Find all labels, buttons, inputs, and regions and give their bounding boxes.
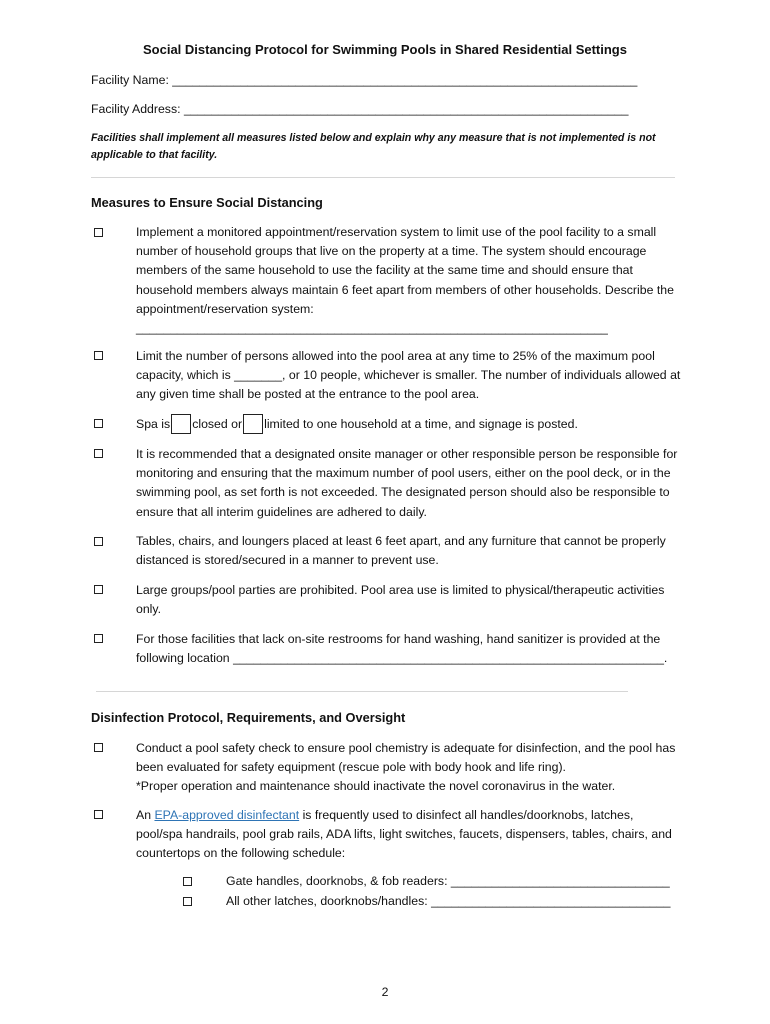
item-furniture-spacing: Tables, chairs, and loungers placed at least 6 feet apart, and any furniture that cannot be properly distanced is stored/secured in a manner to prevent use. [136, 534, 666, 568]
section-heading-disinfection: Disinfection Protocol, Requirements, and Oversight [91, 710, 406, 725]
checkbox-pool-safety-check[interactable] [94, 743, 103, 752]
item-designated-manager: It is recommended that a designated onsite manager or other responsible person be responsible for monitoring and ensuring that the maximum number of pool users, either on the pool deck, or in the swimming pool, as set forth is not exceeded. The designated person should also be responsible to ensure that all interim guidelines are adhered to daily. [136, 447, 678, 519]
subitem-other-latches: All other latches, doorknobs/handles: ___________________________________ [226, 894, 671, 908]
page-title: Social Distancing Protocol for Swimming Pools in Shared Residential Settings [143, 42, 627, 57]
checkbox-capacity-limit[interactable] [94, 351, 103, 360]
checkbox-furniture-spacing[interactable] [94, 537, 103, 546]
spa-closed-label: closed or [192, 417, 243, 431]
spa-label: Spa is [136, 417, 171, 431]
spa-closed-checkbox[interactable] [171, 414, 191, 434]
reservation-description-blank[interactable]: _____________________________________________________________________ [136, 321, 608, 336]
item-disinfection-schedule [136, 806, 681, 864]
item-reservation-system [136, 223, 681, 338]
checkbox-reservation-system[interactable] [94, 228, 103, 237]
disinfectant-suffix: is frequently used to disinfect all handles/doorknobs, latches, pool/spa handrails, pool grab rails, ADA lifts, light switches, faucets, dispensers, tables, chairs, and countertops on the following schedule: [136, 808, 672, 861]
item-capacity-limit: Limit the number of persons allowed into the pool area at any time to 25% of the maximum pool capacity, which is _______, or 10 people, whichever is smaller. The number of individuals allowed at any given time shall be posted at the entrance to the pool area. [136, 349, 681, 402]
disinfectant-prefix: An [136, 808, 155, 822]
spa-limited-checkbox[interactable] [243, 414, 263, 434]
page-number: 2 [381, 985, 389, 999]
checkbox-gate-handles[interactable] [183, 877, 192, 886]
item-spa [136, 414, 681, 434]
epa-disinfectant-link[interactable]: EPA-approved disinfectant [154, 808, 300, 822]
item-hand-sanitizer: For those facilities that lack on-site restrooms for hand washing, hand sanitizer is provided at the following location _______________________________________________________________. [136, 632, 668, 666]
pool-safety-text: Conduct a pool safety check to ensure pool chemistry is adequate for disinfection, and the pool has been evaluated for safety equipment (rescue pole with body hook and life ring). [136, 741, 676, 775]
spa-limited-label: limited to one household at a time, and signage is posted. [264, 417, 578, 431]
checkbox-large-groups[interactable] [94, 585, 103, 594]
item-large-groups: Large groups/pool parties are prohibited. Pool area use is limited to physical/therapeutic activities only. [136, 583, 665, 617]
checkbox-designated-manager[interactable] [94, 449, 103, 458]
subitem-gate-handles: Gate handles, doorknobs, & fob readers: ________________________________ [226, 874, 670, 888]
checkbox-hand-sanitizer[interactable] [94, 634, 103, 643]
item-pool-safety-check [136, 739, 681, 797]
checkbox-other-latches[interactable] [183, 897, 192, 906]
checkbox-disinfection-schedule[interactable] [94, 810, 103, 819]
facility-address-field[interactable]: Facility Address: _________________________________________________________________ [91, 102, 629, 116]
divider [96, 691, 628, 692]
facility-name-field[interactable]: Facility Name: ____________________________________________________________________ [91, 73, 638, 87]
checkbox-spa[interactable] [94, 419, 103, 428]
section-heading-social-distancing: Measures to Ensure Social Distancing [91, 195, 323, 210]
instructions-note: Facilities shall implement all measures listed below and explain why any measure that is not implemented is not applicable to that facility. [91, 132, 656, 161]
divider [91, 177, 675, 178]
pool-safety-note: *Proper operation and maintenance should inactivate the novel coronavirus in the water. [136, 779, 616, 794]
item-reservation-text: Implement a monitored appointment/reservation system to limit use of the pool facility to a small number of household groups that live on the property at a time. The system should encourage members of the same household to use the facility at the same time and should ensure that household members always maintain 6 feet apart from members of other households. Describe the appointment/reservation system: [136, 225, 674, 316]
